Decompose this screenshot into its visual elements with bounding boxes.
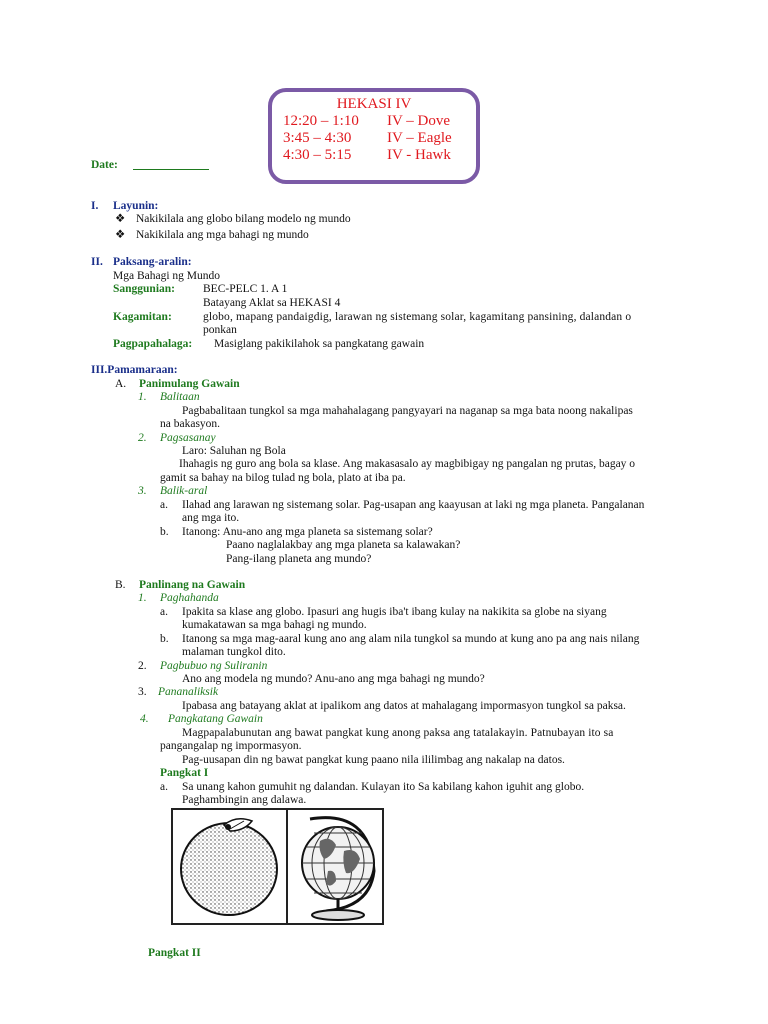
sub-text: ang mga ito. xyxy=(182,512,240,524)
sub-text: Paano naglalakbay ang mga planeta sa kalawakan? xyxy=(226,539,461,551)
pagpapahalaga-value: Masiglang pakikilahok sa pangkatang gawain xyxy=(214,338,425,350)
item-text: na bakasyon. xyxy=(160,418,221,430)
item-number: 4. xyxy=(140,713,149,725)
item-title: Pagsasanay xyxy=(160,432,216,444)
kagamitan-value: globo, mapang pandaigdig, larawan ng sistemang solar, kagamitang pansining, dalandan o xyxy=(203,311,632,323)
orange-icon xyxy=(174,811,284,922)
sub-text: malaman tungkol dito. xyxy=(182,646,286,658)
schedule-section: IV – Dove xyxy=(387,113,451,129)
schedule-section: IV – Eagle xyxy=(387,130,452,146)
schedule-row xyxy=(272,147,476,164)
date-line xyxy=(133,169,209,170)
item-text: Laro: Saluhan ng Bola xyxy=(182,445,286,457)
item-number: 2. xyxy=(138,660,147,672)
diamond-bullet-icon: ❖ xyxy=(115,213,126,225)
item-number: 2. xyxy=(138,432,147,444)
title-box xyxy=(268,88,480,184)
topic-text: Mga Bahagi ng Mundo xyxy=(113,270,221,282)
sub-text: Itanong: Anu-ano ang mga planeta sa sistemang solar? xyxy=(182,526,433,538)
item-number: 3. xyxy=(138,686,147,698)
item-title: Paghahanda xyxy=(160,592,219,604)
sub-letter: a. xyxy=(160,606,168,618)
item-title: Balitaan xyxy=(160,391,200,403)
schedule-row xyxy=(272,130,476,147)
objective-item: Nakikilala ang mga bahagi ng mundo xyxy=(136,229,309,241)
sub-text: Sa unang kahon gumuhit ng dalandan. Kulayan ito Sa kabilang kahon iguhit ang globo. xyxy=(182,781,585,793)
schedule-time: 12:20 – 1:10 xyxy=(283,113,359,129)
part-letter: B. xyxy=(115,579,126,591)
section-number: I. xyxy=(91,200,99,212)
sanggunian-value: Batayang Aklat sa HEKASI 4 xyxy=(203,297,341,309)
objective-item: Nakikilala ang globo bilang modelo ng mundo xyxy=(136,213,351,225)
globe-icon xyxy=(290,811,382,922)
section-title: III.Pamamaraan: xyxy=(91,364,178,376)
pagpapahalaga-label: Pagpapahalaga: xyxy=(113,338,193,350)
item-text: gamit sa bahay na bilog tulad ng bola, plato at iba pa. xyxy=(160,472,406,484)
lesson-title: HEKASI IV xyxy=(336,96,412,112)
item-text: Pag-uusapan din ng bawat pangkat kung paano nila ililimbag ang nakalap na datos. xyxy=(182,754,565,766)
part-title: Panimulang Gawain xyxy=(139,378,240,390)
kagamitan-label: Kagamitan: xyxy=(113,311,172,323)
sub-letter: b. xyxy=(160,526,169,538)
schedule-section: IV - Hawk xyxy=(387,147,451,163)
item-number: 1. xyxy=(138,391,147,403)
section-title: Paksang-aralin: xyxy=(113,256,192,268)
sub-text: Pang-ilang planeta ang mundo? xyxy=(226,553,372,565)
sub-letter: a. xyxy=(160,781,168,793)
item-title: Pananaliksik xyxy=(158,686,219,698)
sub-text: Itanong sa mga mag-aaral kung ano ang alam nila tungkol sa mundo at kung ano pa ang nais nilang xyxy=(182,633,640,645)
sub-text: Ilahad ang larawan ng sistemang solar. Pag-usapan ang kaayusan at laki ng mga planeta. Pangalanan xyxy=(182,499,645,511)
sanggunian-value: BEC-PELC 1. A 1 xyxy=(203,283,288,295)
item-title: Balik-aral xyxy=(160,485,208,497)
image-divider xyxy=(286,808,288,925)
part-letter: A. xyxy=(115,378,127,390)
kagamitan-value: ponkan xyxy=(203,324,237,336)
date-label: Date: xyxy=(91,159,118,171)
sub-text: Paghambingin ang dalawa. xyxy=(182,794,307,806)
sub-text: kumakatawan sa mga bahagi ng mundo. xyxy=(182,619,367,631)
sanggunian-label: Sanggunian: xyxy=(113,283,176,295)
section-number: II. xyxy=(91,256,103,268)
group-title: Pangkat I xyxy=(160,767,209,779)
section-title: Layunin: xyxy=(113,200,159,212)
part-title: Panlinang na Gawain xyxy=(139,579,246,591)
item-text: Ano ang modela ng mundo? Anu-ano ang mga bahagi ng mundo? xyxy=(182,673,485,685)
schedule-row xyxy=(272,113,476,130)
item-text: Pagbabalitaan tungkol sa mga mahahalagang pangyayari na naganap sa mga bata noong nakalipas xyxy=(182,405,633,417)
group-title: Pangkat II xyxy=(148,947,201,959)
sub-letter: a. xyxy=(160,499,168,511)
schedule-time: 3:45 – 4:30 xyxy=(283,130,352,146)
diamond-bullet-icon: ❖ xyxy=(115,229,126,241)
item-text: pangangalap ng impormasyon. xyxy=(160,740,302,752)
item-text: Magpapalabunutan ang bawat pangkat kung anong paksa ang tatalakayin. Patnubayan ito sa xyxy=(182,727,614,739)
sub-text: Ipakita sa klase ang globo. Ipasuri ang hugis iba't ibang kulay na nakikita sa globe na siyang xyxy=(182,606,607,618)
sub-letter: b. xyxy=(160,633,169,645)
item-title: Pagbubuo ng Suliranin xyxy=(160,660,268,672)
item-title: Pangkatang Gawain xyxy=(168,713,263,725)
item-text: Ihahagis ng guro ang bola sa klase. Ang makasasalo ay magbibigay ng pangalan ng prutas, bagay o xyxy=(179,458,636,470)
schedule-time: 4:30 – 5:15 xyxy=(283,147,352,163)
item-number: 1. xyxy=(138,592,147,604)
item-number: 3. xyxy=(138,485,147,497)
item-text: Ipabasa ang batayang aklat at ipalikom ang datos at mahalagang impormasyon tungkol sa paksa. xyxy=(182,700,626,712)
